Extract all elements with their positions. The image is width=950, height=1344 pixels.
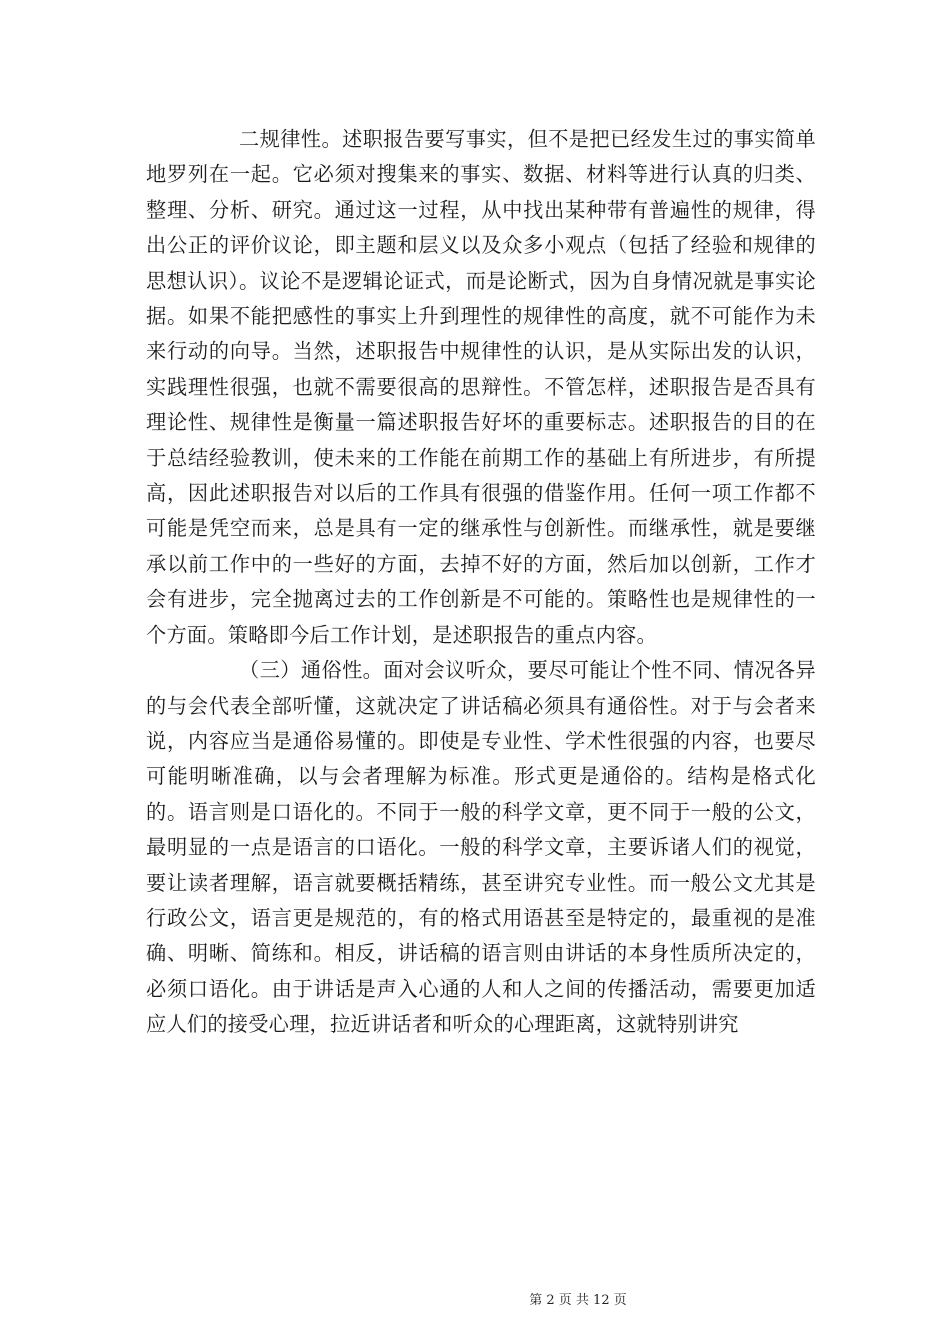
document-body bbox=[146, 122, 816, 1043]
paragraph-popularity: （三）通俗性。面对会议听众，要尽可能让个性不同、情况各异的与会代表全部听懂，这就决定了讲话稿必须具有通俗性。对于与会者来说，内容应当是通俗易懂的。即使是专业性、学术性很强的内容，也要尽可能明晰准确，以与会者理解为标准。形式更是通俗的。结构是格式化的。语言则是口语化的。不同于一般的科学文章，更不同于一般的公文，最明显的一点是语言的口语化。一般的科学文章，主要诉诸人们的视觉，要让读者理解，语言就要概括精练，甚至讲究专业性。而一般公文尤其是行政公文，语言更是规范的，有的格式用语甚至是特定的，最重视的是准确、明晰、简练和。相反，讲话稿的语言则由讲话的本身性质所决定的，必须口语化。由于讲话是声入心通的人和人之间的传播活动，需要更加适应人们的接受心理，拉近讲话者和听众的心理距离，这就特别讲究 bbox=[146, 658, 816, 1037]
paragraph-regularity: 二规律性。述职报告要写事实，但不是把已经发生过的事实简单地罗列在一起。它必须对搜集来的事实、数据、材料等进行认真的归类、整理、分析、研究。通过这一过程，从中找出某种带有普遍性的规律，得出公正的评价议论，即主题和层义以及众多小观点（包括了经验和规律的思想认识）。议论不是逻辑论证式，而是论断式，因为自身情况就是事实论据。如果不能把感性的事实上升到理性的规律性的高度，就不可能作为未来行动的向导。当然，述职报告中规律性的认识，是从实际出发的认识，实践理性很强，也就不需要很高的思辩性。不管怎样，述职报告是否具有理论性、规律性是衡量一篇述职报告好坏的重要标志。述职报告的目的在于总结经验教训，使未来的工作能在前期工作的基础上有所进步，有所提高，因此述职报告对以后的工作具有很强的借鉴作用。任何一项工作都不可能是凭空而来，总是具有一定的继承性与创新性。而继承性，就是要继承以前工作中的一些好的方面，去掉不好的方面，然后加以创新，工作才会有进步，完全抛离过去的工作创新是不可能的。策略性也是规律性的一个方面。策略即今后工作计划，是述职报告的重点内容。 bbox=[146, 127, 816, 647]
page-number-footer: 第 2 页 共 12 页 bbox=[529, 1293, 627, 1308]
